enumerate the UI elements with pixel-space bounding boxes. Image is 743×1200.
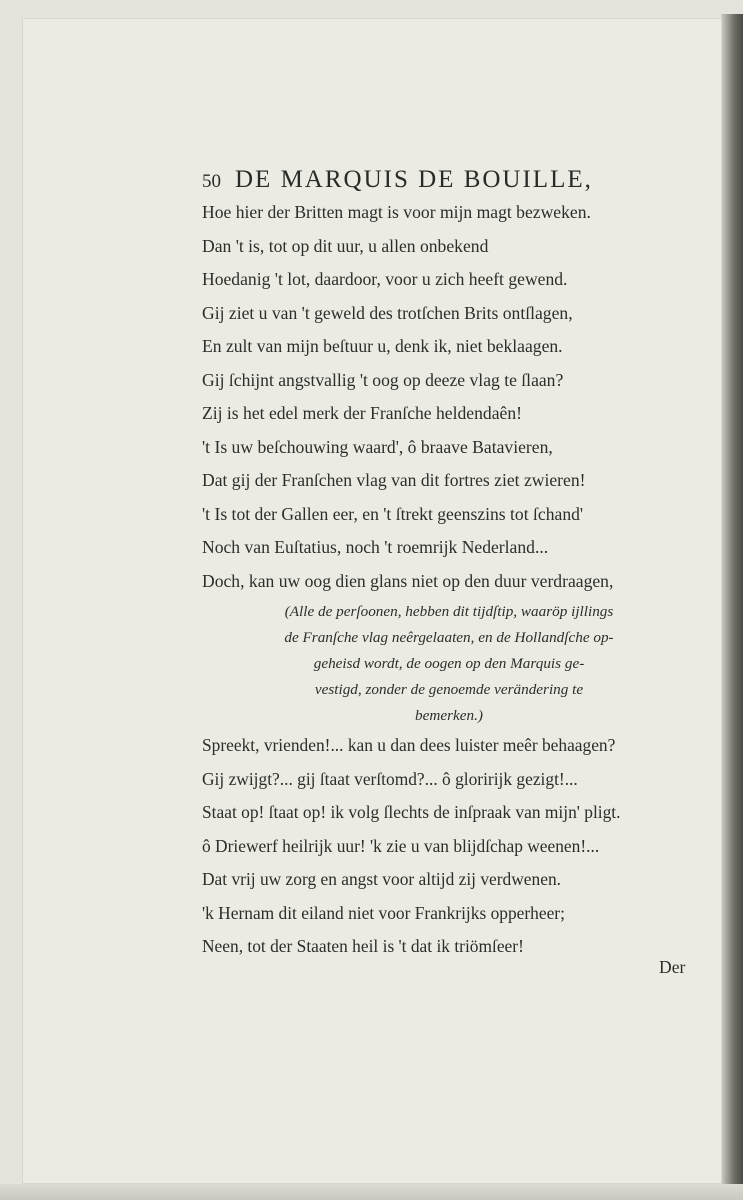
verse-line: En zult van mijn beſtuur u, denk ik, niet beklaagen. bbox=[202, 336, 563, 356]
verse-line: Gij ſchijnt angstvallig 't oog op deeze vlag te ſlaan? bbox=[202, 369, 564, 390]
stage-direction-line: vestigd, zonder de genoemde verändering te bbox=[314, 681, 584, 698]
page-bottom-edge bbox=[0, 1184, 743, 1200]
running-header bbox=[202, 166, 622, 194]
verse-line: Zij is het edel merk der Franſche heldendaên! bbox=[202, 403, 522, 423]
page-number: 50 bbox=[202, 171, 221, 192]
stage-direction-line: bemerken.) bbox=[415, 707, 483, 724]
verse-line: Noch van Euſtatius, noch 't roemrijk Nederland... bbox=[202, 537, 549, 557]
verse-line: Gij ziet u van 't geweld des trotſchen Brits ontſlagen, bbox=[202, 302, 573, 323]
verse-line: Hoe hier der Britten magt is voor mijn magt bezweken. bbox=[202, 202, 591, 222]
verse-line: Gij zwijgt?... gij ſtaat verſtomd?... ô gloririjk gezigt!... bbox=[202, 768, 578, 789]
stage-direction bbox=[202, 599, 696, 729]
verse-text bbox=[202, 196, 694, 964]
verse-line: Staat op! ſtaat op! ik volg ſlechts de inſpraak van mijn' pligt. bbox=[202, 802, 621, 822]
verse-line: Dan 't is, tot op dit uur, u allen onbekend bbox=[202, 235, 489, 256]
verse-line: Neen, tot der Staaten heil is 't dat ik triömſeer! bbox=[202, 936, 524, 956]
verse-line: 't Is tot der Gallen eer, en 't ſtrekt geenszins tot ſchand' bbox=[202, 503, 584, 524]
running-title: DE MARQUIS DE BOUILLE, bbox=[235, 166, 593, 193]
catchword: Der bbox=[659, 957, 686, 977]
verse-line: 't Is uw beſchouwing waard', ô braave Batavieren, bbox=[202, 436, 553, 457]
verse-line: 'k Hernam dit eiland niet voor Frankrijks opperheer; bbox=[202, 902, 565, 923]
verse-line: Hoedanig 't lot, daardoor, voor u zich heeft gewend. bbox=[202, 269, 568, 289]
verse-line: ô Driewerf heilrijk uur! 'k zie u van blijdſchap weenen!... bbox=[202, 835, 600, 856]
verse-line: Dat vrij uw zorg en angst voor altijd zij verdwenen. bbox=[202, 869, 561, 889]
verse-line: Spreekt, vrienden!... kan u dan dees luister meêr behaagen? bbox=[202, 735, 616, 755]
stage-direction-line: geheisd wordt, de oogen op den Marquis ge- bbox=[313, 655, 585, 672]
page-edge-shadow bbox=[721, 14, 743, 1184]
verse-line: Dat gij der Franſchen vlag van dit fortres ziet zwieren! bbox=[202, 470, 586, 490]
stage-direction-line: (Alle de perſoonen, hebben dit tijdſtip, waaröp ijllings bbox=[284, 603, 614, 620]
stage-direction-line: de Franſche vlag neêrgelaaten, en de Hollandſche op- bbox=[284, 629, 614, 646]
verse-line: Doch, kan uw oog dien glans niet op den duur verdraagen, bbox=[202, 570, 614, 591]
